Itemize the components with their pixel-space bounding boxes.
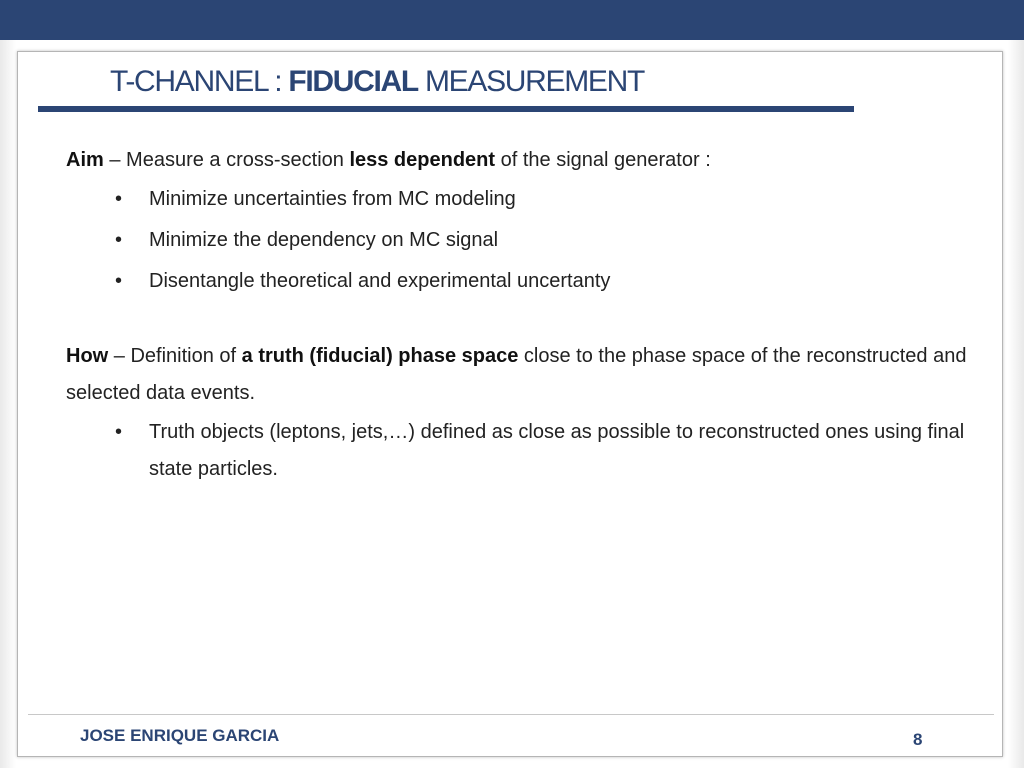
aim-paragraph: [66, 142, 971, 179]
header-band: [0, 0, 1024, 40]
slide-body: [66, 142, 971, 492]
how-bold: a truth (fiducial) phase space: [241, 345, 519, 367]
title-suffix: MEASUREMENT: [417, 65, 645, 98]
aim-label: Aim: [66, 149, 104, 171]
bullet-text: Minimize uncertainties from MC modeling: [149, 188, 516, 210]
list-item: [115, 263, 971, 300]
section-spacer: [66, 304, 971, 338]
footer-divider: [28, 714, 994, 715]
title-underline: [38, 106, 854, 112]
aim-bold: less dependent: [349, 149, 496, 171]
how-bullet-list: [66, 414, 971, 488]
bullet-text: Disentangle theoretical and experimental uncertanty: [149, 270, 611, 292]
list-item: [115, 222, 971, 259]
bullet-icon: •: [115, 188, 123, 210]
title-bold: FIDUCIAL: [288, 65, 418, 98]
footer-author: JOSE ENRIQUE GARCIA: [80, 726, 280, 745]
how-text-after: close to the phase space of the reconstructed and selected data events.: [66, 345, 967, 404]
aim-text-before: – Measure a cross-section: [103, 149, 350, 171]
bullet-text: Minimize the dependency on MC signal: [149, 229, 499, 251]
list-item: [115, 181, 971, 218]
bullet-text: Truth objects (leptons, jets,…) defined as close as possible to reconstructed ones using final state particles.: [149, 421, 965, 480]
bullet-icon: •: [115, 229, 123, 251]
aim-bullet-list: [66, 181, 971, 300]
left-margin-shadow: [0, 40, 16, 768]
bullet-icon: •: [115, 421, 123, 443]
aim-text-after: of the signal generator :: [495, 149, 711, 171]
right-margin-shadow: [1008, 40, 1024, 768]
how-paragraph: [66, 338, 971, 412]
list-item: [115, 414, 971, 488]
slide-title: [110, 62, 644, 102]
page-number: 8: [913, 730, 923, 749]
how-text-before: – Definition of: [108, 345, 242, 367]
title-prefix: T-CHANNEL :: [110, 65, 289, 98]
bullet-icon: •: [115, 270, 123, 292]
how-label: How: [66, 345, 109, 367]
